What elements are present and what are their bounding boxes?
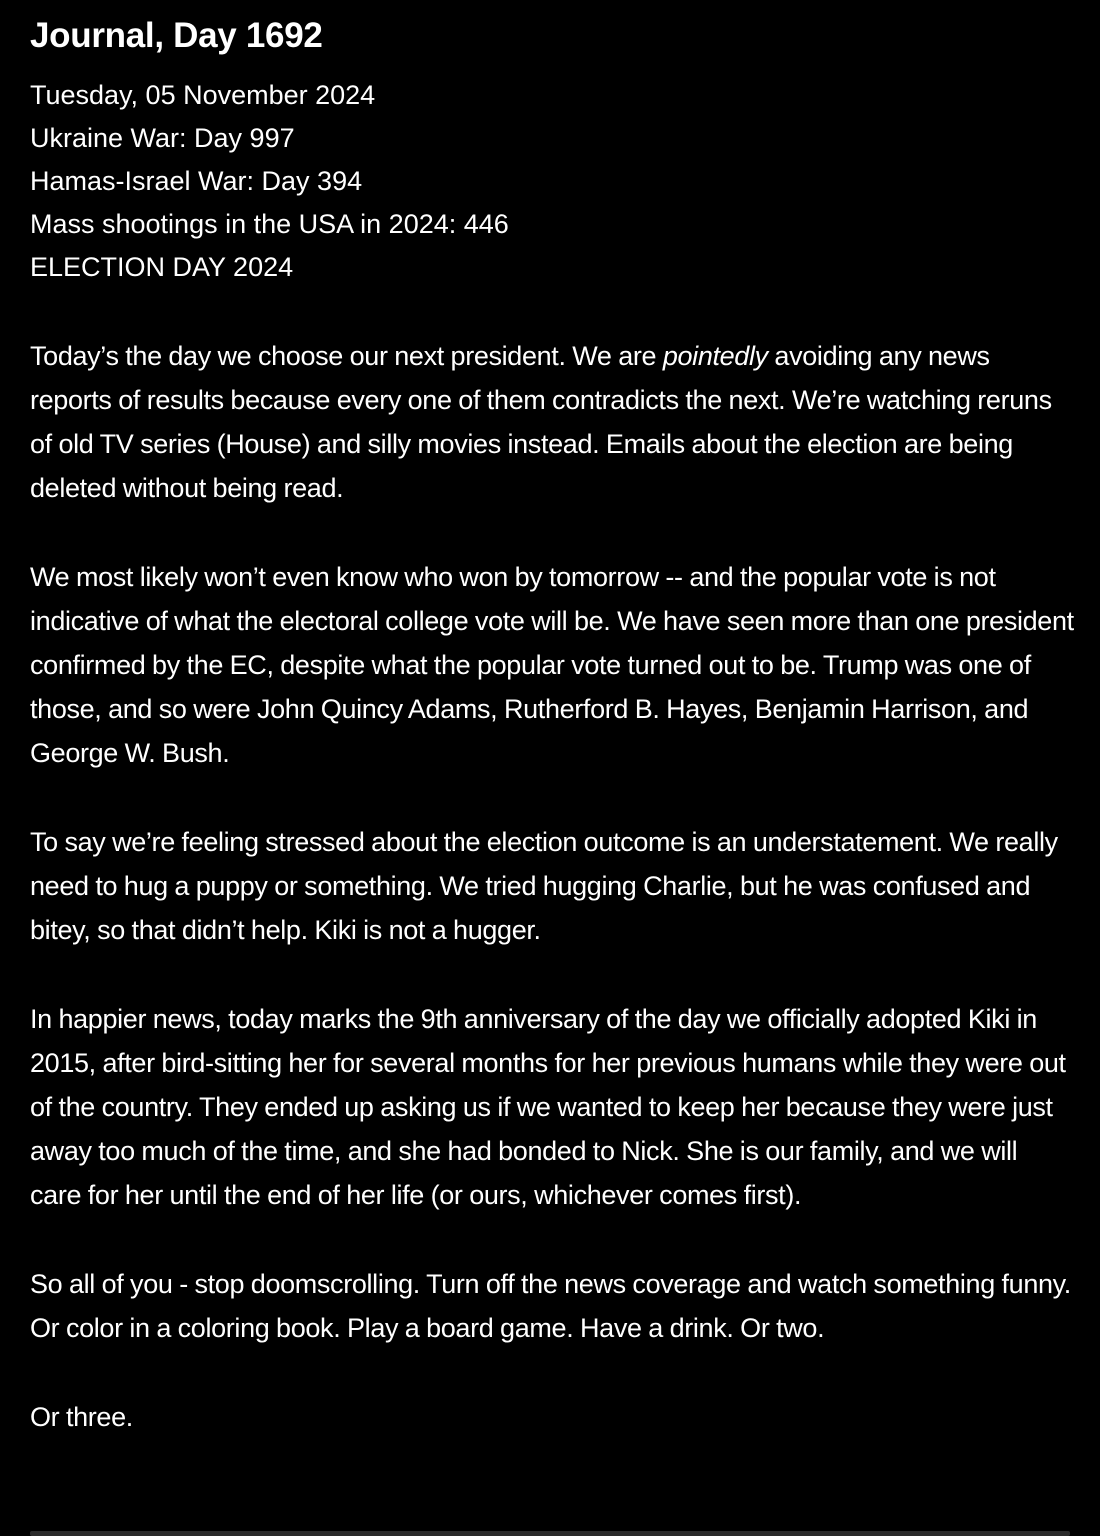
paragraph-election-day	[30, 334, 1075, 510]
journal-entry	[30, 14, 1075, 1439]
paragraph-text: Today’s the day we choose our next president. We are	[30, 341, 663, 371]
emphasis-text: pointedly	[662, 341, 768, 371]
ukraine-war-line: Ukraine War: Day 997	[30, 123, 295, 153]
paragraph-electoral-college: We most likely won’t even know who won by tomorrow -- and the popular vote is not indicative of what the electoral college vote will be. We have seen more than one president confirmed by the EC, despite what the popular vote turned out to be. Trump was one of those, and so were John Quincy Adams, Rutherford B. Hayes, Benjamin Harrison, and George W. Bush.	[30, 562, 1074, 768]
paragraph-text: avoiding any news reports of results because every one of them contradicts the next. We’re watching reruns of old TV series (House) and silly movies instead. Emails about the election are being deleted without being read.	[30, 341, 1052, 503]
paragraph-closing: Or three.	[30, 1402, 133, 1432]
paragraph-advice: So all of you - stop doomscrolling. Turn off the news coverage and watch something funny. Or color in a coloring book. Play a board game. Have a drink. Or two.	[30, 1269, 1071, 1343]
election-day-line: ELECTION DAY 2024	[30, 252, 294, 282]
paragraph-stress: To say we’re feeling stressed about the election outcome is an understatement. We really need to hug a puppy or something. We tried hugging Charlie, but he was confused and bitey, so that didn’t help. Kiki is not a hugger.	[30, 827, 1058, 945]
bottom-divider	[30, 1531, 1070, 1536]
page-title: Journal, Day 1692	[30, 16, 323, 55]
paragraph-kiki-anniversary: In happier news, today marks the 9th anniversary of the day we officially adopted Kiki in 2015, after bird-sitting her for several months for her previous humans while they were out of the country. They ended up asking us if we wanted to keep her because they were just away too much of the time, and she had bonded to Nick. She is our family, and we will care for her until the end of her life (or ours, whichever comes first).	[30, 1004, 1066, 1210]
entry-metadata	[30, 74, 1075, 289]
mass-shootings-line: Mass shootings in the USA in 2024: 446	[30, 209, 509, 239]
date-line: Tuesday, 05 November 2024	[30, 80, 376, 110]
hamas-israel-war-line: Hamas-Israel War: Day 394	[30, 166, 363, 196]
